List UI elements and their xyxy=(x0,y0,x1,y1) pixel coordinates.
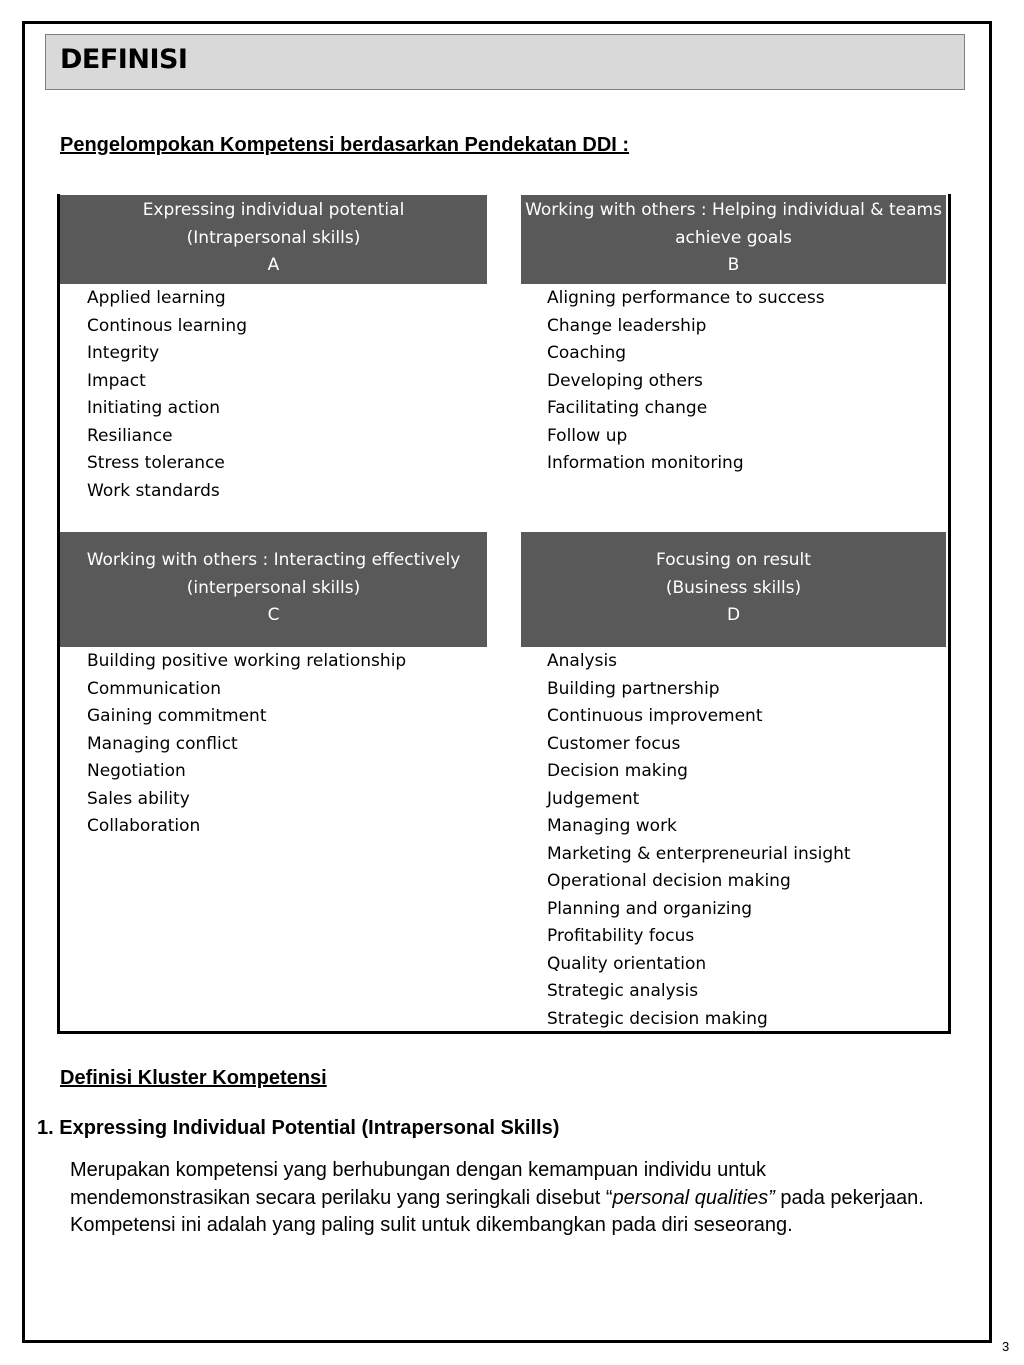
page-number: 3 xyxy=(1002,1339,1010,1354)
competency-item: Impact xyxy=(87,370,146,391)
competency-item: Coaching xyxy=(547,343,627,363)
competency-item: Judgement xyxy=(547,788,640,809)
competency-item: Sales ability xyxy=(87,788,190,809)
competency-item: Planning and organizing xyxy=(547,898,753,919)
competency-item: Building partnership xyxy=(547,678,720,699)
competency-item: Customer focus xyxy=(547,733,681,754)
competency-item: Building positive working relationship xyxy=(87,651,407,671)
competency-item: Stress tolerance xyxy=(87,453,225,473)
competency-item: Negotiation xyxy=(87,761,186,781)
competency-item: Integrity xyxy=(87,343,160,363)
competency-item: Follow up xyxy=(547,425,628,446)
competency-item: Decision making xyxy=(547,761,688,781)
competency-item: Aligning performance to success xyxy=(547,288,825,308)
cluster-list-c xyxy=(87,648,406,841)
title-bar xyxy=(45,34,965,90)
competency-item: Strategic analysis xyxy=(547,981,699,1001)
competency-item: Continous learning xyxy=(87,315,247,336)
competency-item: Managing conflict xyxy=(87,733,238,754)
competency-item: Information monitoring xyxy=(547,453,744,473)
cluster-list-b xyxy=(547,285,825,478)
cluster-list-a xyxy=(87,285,247,505)
cluster-header-line: (interpersonal skills) xyxy=(186,577,361,598)
section-title: Definisi Kluster Kompetensi xyxy=(60,1067,327,1089)
paragraph-italic: personal qualities” xyxy=(612,1186,775,1209)
cluster-header-b xyxy=(521,195,946,284)
competency-item: Quality orientation xyxy=(547,953,707,974)
cluster-header-letter: B xyxy=(727,255,740,275)
competency-item: Resiliance xyxy=(87,425,173,446)
competency-item: Applied learning xyxy=(87,288,226,308)
cluster-header-letter: C xyxy=(267,605,280,625)
competency-item: Continuous improvement xyxy=(547,706,763,726)
competency-item: Gaining commitment xyxy=(87,706,267,726)
competency-item: Marketing & enterpreneurial insight xyxy=(547,843,851,864)
competency-item: Strategic decision making xyxy=(547,1008,768,1029)
competency-item: Initiating action xyxy=(87,398,221,418)
cluster-header-a xyxy=(60,195,487,284)
cluster-header-line: Working with others : Helping individual & teams xyxy=(525,200,942,220)
cluster-header-letter: D xyxy=(726,605,741,625)
competency-item: Profitability focus xyxy=(547,926,695,946)
cluster-header-d xyxy=(521,532,946,647)
competency-item: Facilitating change xyxy=(547,398,708,418)
cluster-header-line: (Business skills) xyxy=(665,577,802,598)
definition-paragraph xyxy=(70,1157,950,1240)
competency-item: Operational decision making xyxy=(547,871,791,891)
competency-item: Change leadership xyxy=(547,315,707,336)
competency-item: Developing others xyxy=(547,370,703,391)
cluster-header-line: achieve goals xyxy=(675,227,792,248)
competency-item: Communication xyxy=(87,678,221,699)
cluster-header-line: Expressing individual potential xyxy=(142,200,405,220)
cluster-header-c xyxy=(60,532,487,647)
paragraph-text: Merupakan kompetensi yang berhubungan dengan kemampuan individu untuk mendemonstrasikan secara perilaku yang seringkali disebut “ xyxy=(70,1159,767,1209)
competency-item: Collaboration xyxy=(87,816,201,836)
page-title: DEFINISI xyxy=(60,44,188,75)
cluster-list-d xyxy=(547,648,851,1033)
competency-item: Managing work xyxy=(547,816,677,836)
paragraph-text: pada pekerjaan. Kompetensi ini adalah yang paling sulit untuk dikembangkan pada diri seseorang. xyxy=(70,1186,924,1236)
subtitle: Pengelompokan Kompetensi berdasarkan Pendekatan DDI : xyxy=(60,134,630,156)
numbered-heading: 1. Expressing Individual Potential (Intrapersonal Skills) xyxy=(37,1117,560,1139)
cluster-header-line: Working with others : Interacting effectively xyxy=(86,550,461,570)
cluster-header-line: Focusing on result xyxy=(656,550,811,570)
competency-item: Analysis xyxy=(547,651,618,671)
competency-item: Work standards xyxy=(87,480,220,501)
cluster-header-line: (Intrapersonal skills) xyxy=(186,227,361,248)
cluster-header-letter: A xyxy=(267,255,280,275)
